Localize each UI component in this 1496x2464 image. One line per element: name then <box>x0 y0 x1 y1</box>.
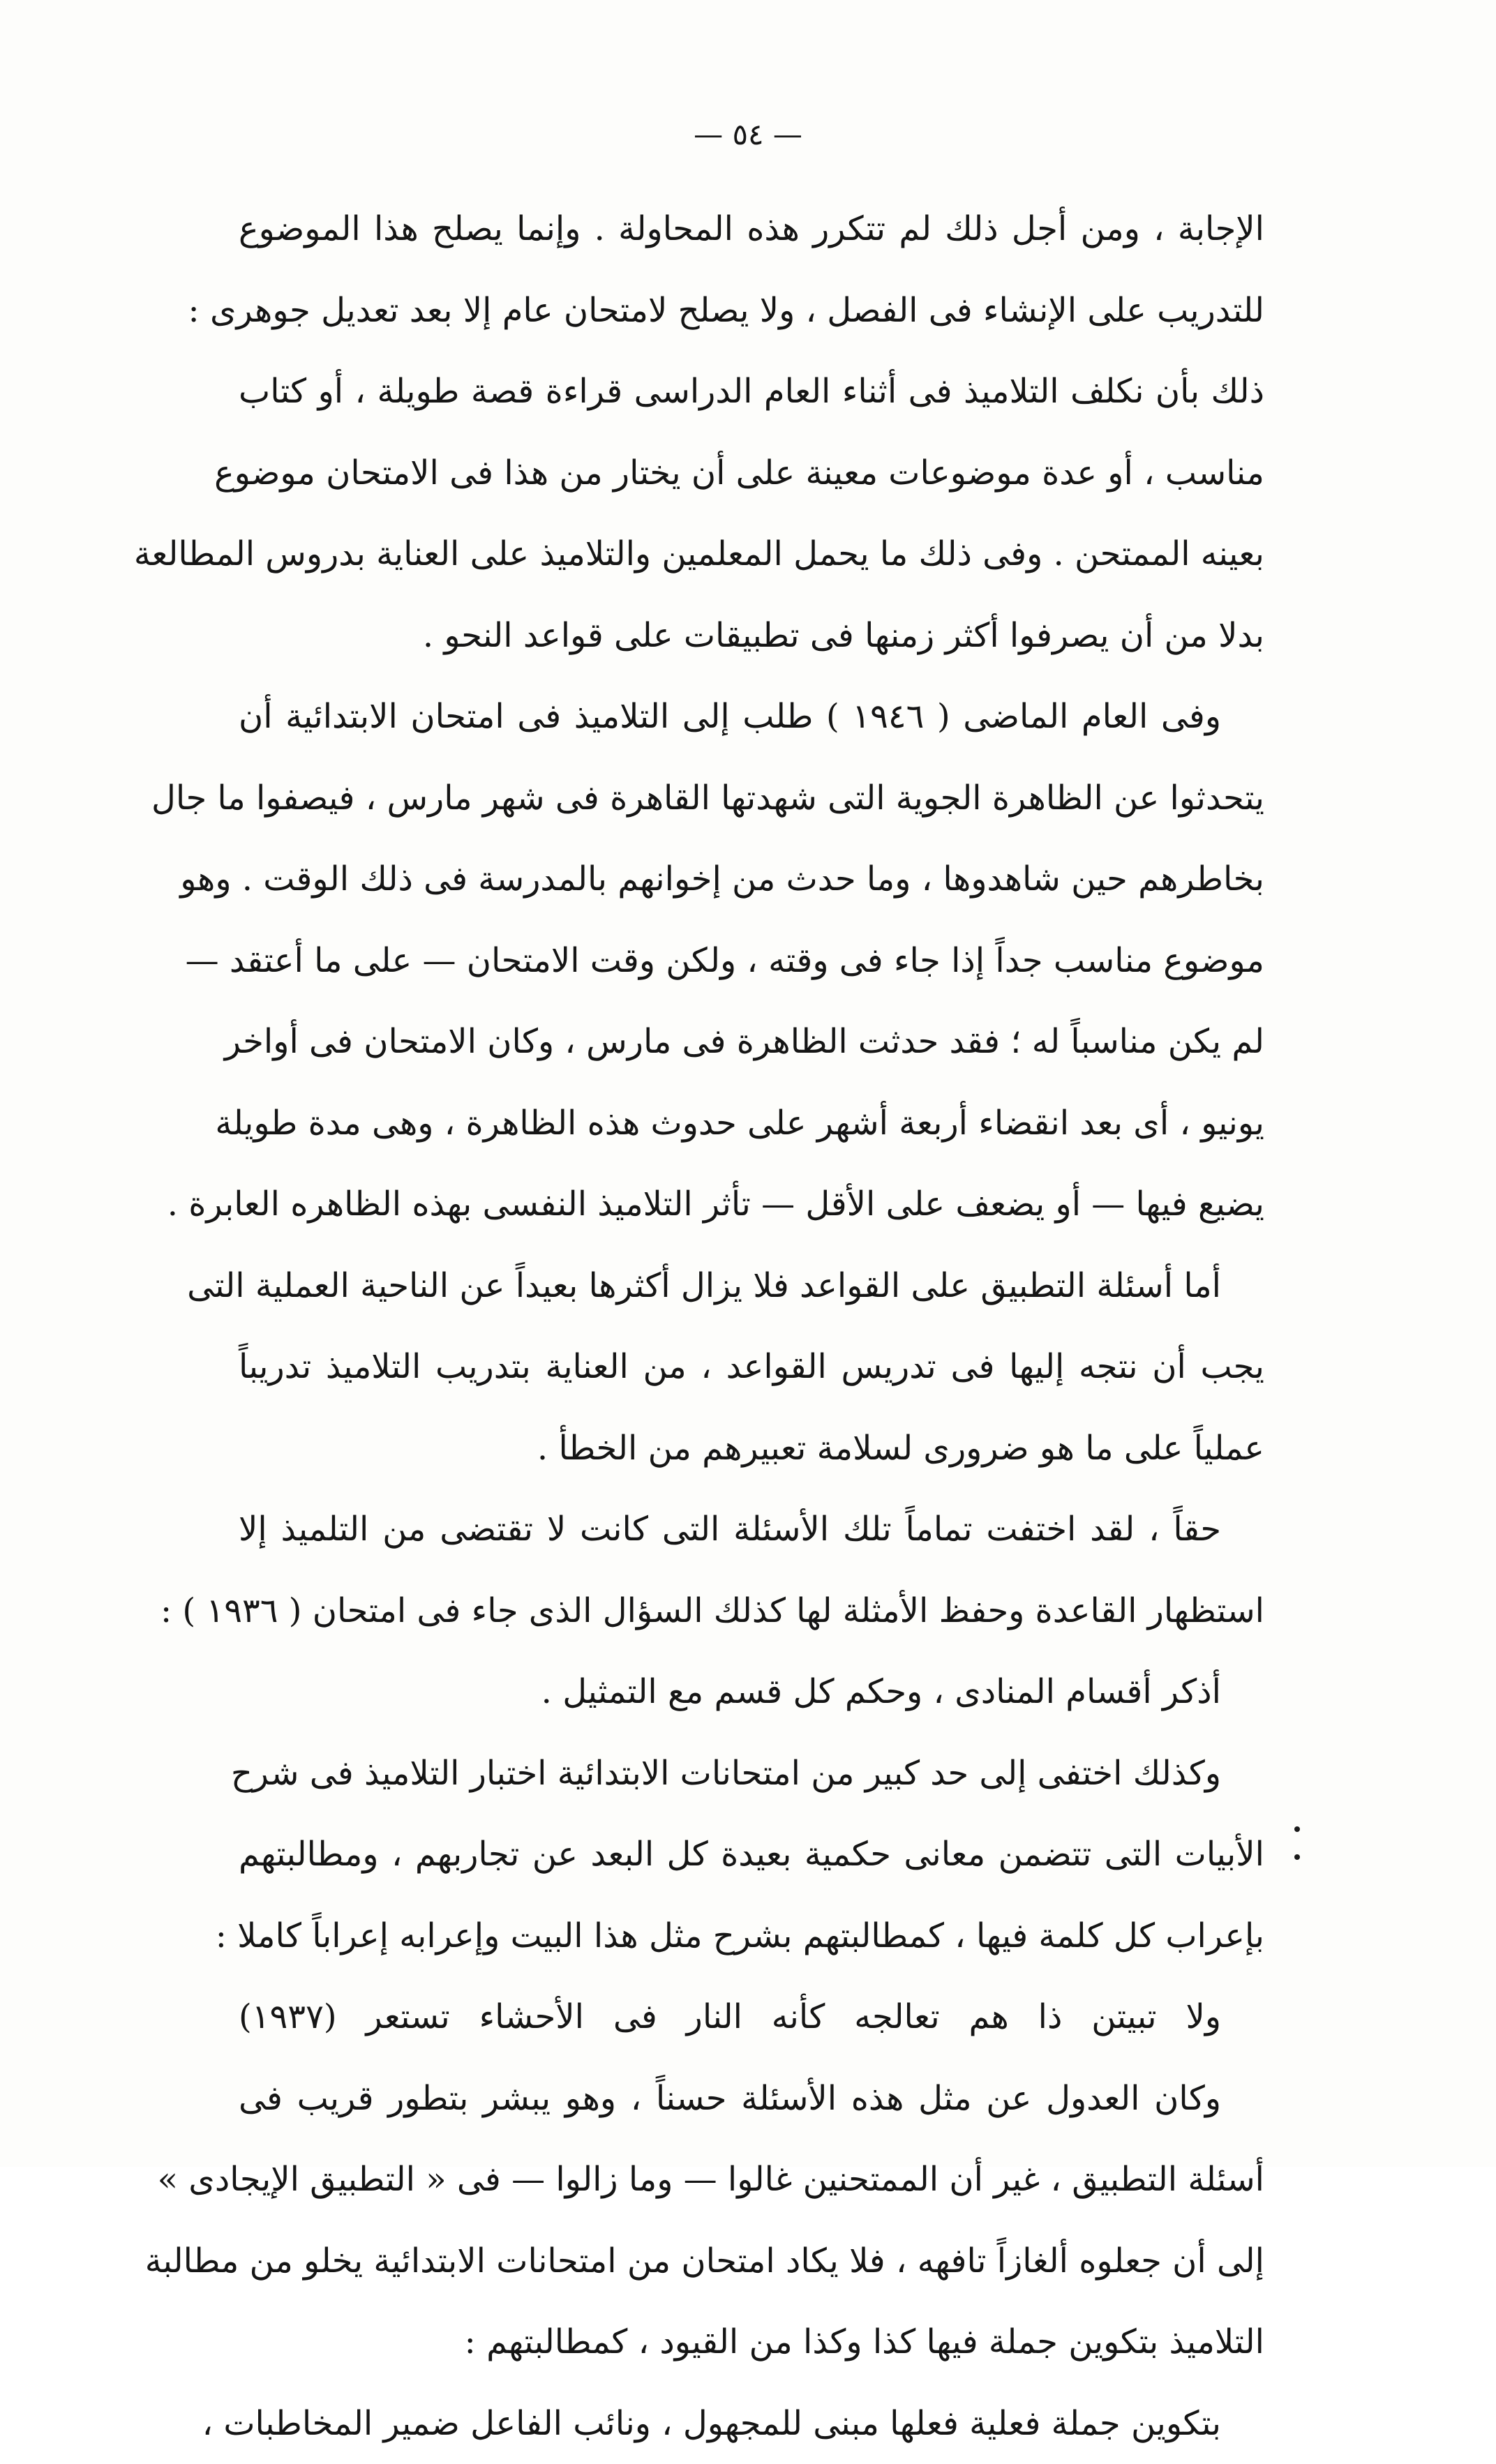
text-line: بعينه الممتحن . وفى ذلك ما يحمل المعلمين والتلاميذ على العناية بدروس المطالعة <box>239 513 1264 595</box>
text-line: يضيع فيها — أو يضعف على الأقل — تأثر التلاميذ النفسى بهذه الظاهره العابرة . <box>239 1164 1264 1245</box>
text-line: بإعراب كل كلمة فيها ، كمطالبتهم بشرح مثل هذا البيت وإعرابه إعراباً كاملا : <box>239 1895 1264 1977</box>
page-number: — ٥٤ — <box>0 117 1496 151</box>
text-line: يتحدثوا عن الظاهرة الجوية التى شهدتها القاهرة فى شهر مارس ، فيصفوا ما جال <box>239 758 1264 839</box>
margin-mark <box>1294 1854 1300 1860</box>
text-line: عملياً على ما هو ضرورى لسلامة تعبيرهم من الخطأ . <box>239 1408 1264 1489</box>
text-line: بتكوين جملة فعلية فعلها مبنى للمجهول ، ونائب الفاعل ضمير المخاطبات ، <box>239 2383 1264 2464</box>
text-line: الأبيات التى تتضمن معانى حكمية بعيدة كل البعد عن تجاربهم ، ومطالبتهم <box>239 1814 1264 1895</box>
text-line: أسئلة التطبيق ، غير أن الممتحنين غالوا — وما زالوا — فى « التطبيق الإيجادى » <box>239 2139 1264 2221</box>
verse-line: ولا تبيتن ذا هم تعالجه كأنه النار فى الأحشاء تستعر (١٩٣٧) <box>239 1976 1264 2058</box>
text-line: أما أسئلة التطبيق على القواعد فلا يزال أكثرها بعيداً عن الناحية العملية التى <box>239 1245 1264 1327</box>
text-line: بخاطرهم حين شاهدوها ، وما حدث من إخوانهم بالمدرسة فى ذلك الوقت . وهو <box>239 839 1264 920</box>
text-line: إلى أن جعلوه ألغازاً تافهه ، فلا يكاد امتحان من امتحانات الابتدائية يخلو من مطالبة <box>239 2221 1264 2302</box>
text-line: موضوع مناسب جداً إذا جاء فى وقته ، ولكن وقت الامتحان — على ما أعتقد — <box>239 920 1264 1002</box>
text-line: وكان العدول عن مثل هذه الأسئلة حسناً ، وهو يبشر بتطور قريب فى <box>239 2058 1264 2140</box>
text-line: أذكر أقسام المنادى ، وحكم كل قسم مع التمثيل . <box>239 1651 1264 1733</box>
text-line: الإجابة ، ومن أجل ذلك لم تتكرر هذه المحاولة . وإنما يصلح هذا الموضوع <box>239 188 1264 270</box>
text-line: التلاميذ بتكوين جملة فيها كذا وكذا من القيود ، كمطالبتهم : <box>239 2301 1264 2383</box>
text-line: يجب أن نتجه إليها فى تدريس القواعد ، من العناية بتدريب التلاميذ تدريباً <box>239 1326 1264 1408</box>
text-line: ذلك بأن نكلف التلاميذ فى أثناء العام الدراسى قراءة قصة طويلة ، أو كتاب <box>239 351 1264 433</box>
text-line: للتدريب على الإنشاء فى الفصل ، ولا يصلح لامتحان عام إلا بعد تعديل جوهرى : <box>239 270 1264 352</box>
text-line: حقاً ، لقد اختفت تماماً تلك الأسئلة التى كانت لا تقتضى من التلميذ إلا <box>239 1489 1264 1570</box>
body-text <box>239 188 1264 2464</box>
text-line: يونيو ، أى بعد انقضاء أربعة أشهر على حدوث هذه الظاهرة ، وهى مدة طويلة <box>239 1083 1264 1164</box>
text-line: وكذلك اختفى إلى حد كبير من امتحانات الابتدائية اختبار التلاميذ فى شرح <box>239 1733 1264 1815</box>
text-line: استظهار القاعدة وحفظ الأمثلة لها كذلك السؤال الذى جاء فى امتحان ( ١٩٣٦ ) : <box>239 1570 1264 1652</box>
text-line: مناسب ، أو عدة موضوعات معينة على أن يختار من هذا فى الامتحان موضوع <box>239 433 1264 514</box>
text-line: وفى العام الماضى ( ١٩٤٦ ) طلب إلى التلاميذ فى امتحان الابتدائية أن <box>239 676 1264 758</box>
text-line: بدلا من أن يصرفوا أكثر زمنها فى تطبيقات على قواعد النحو . <box>239 595 1264 677</box>
margin-mark <box>1294 1826 1300 1832</box>
text-line: لم يكن مناسباً له ؛ فقد حدثت الظاهرة فى مارس ، وكان الامتحان فى أواخر <box>239 1001 1264 1083</box>
